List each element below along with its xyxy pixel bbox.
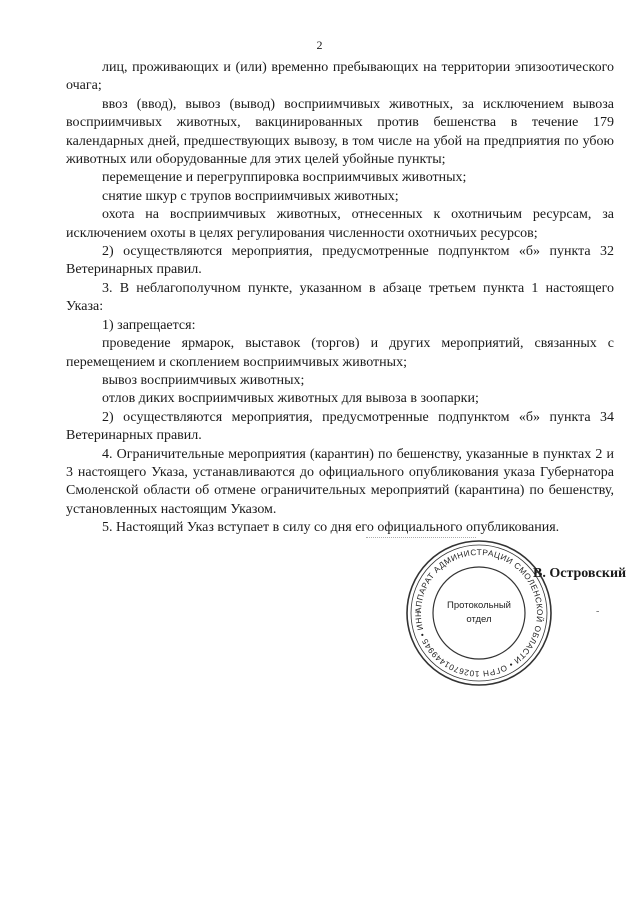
stamp-center-line-1: Протокольный [447, 600, 511, 611]
paragraph: 2) осуществляются мероприятия, предусмотренные подпунктом «б» пункта 34 Ветеринарных правил. [66, 409, 614, 444]
paragraph: отлов диких восприимчивых животных для вывоза в зоопарки; [102, 391, 479, 407]
paragraph: проведение ярмарок, выставок (торгов) и других мероприятий, связанных с перемещением и скоплением восприимчивых животных; [66, 336, 614, 370]
paragraph: снятие шкур с трупов восприимчивых животных; [102, 188, 399, 204]
paragraph: вывоз восприимчивых животных; [102, 372, 305, 388]
paragraph: 2) осуществляются мероприятия, предусмотренные подпунктом «б» пункта 32 Ветеринарных правил. [66, 244, 614, 278]
page-number: 2 [316, 38, 323, 52]
paragraph: перемещение и перегруппировка восприимчивых животных; [102, 170, 467, 186]
document-body [66, 59, 614, 538]
paragraph: ввоз (ввод), вывоз (вывод) восприимчивых животных, за исключением вывоза восприимчивых животных, вакцинированных против бешенства в течение 179 календарных дней, предшествующих вывозу, в том числе на убой на предприятия по убою животных или оборудованные для этих целей убойные пункты; [66, 96, 614, 168]
paragraph: 3. В неблагополучном пункте, указанном в абзаце третьем пункта 1 настоящего Указа: [66, 280, 614, 315]
stamp-center-line-2: отдел [466, 614, 492, 625]
stamp-ring-text: АППАРАТ АДМИНИСТРАЦИИ СМОЛЕНСКОЙ ОБЛАСТИ • ОГРН 1026701449945 • ИНН [413, 547, 545, 679]
paragraph: охота на восприимчивых животных, отнесенных к охотничьим ресурсам, за исключением охоты в целях регулирования численности охотничьих ресурсов; [66, 207, 614, 241]
official-stamp [404, 538, 554, 688]
paragraph: 5. Настоящий Указ вступает в силу со дня его официального опубликования. [102, 520, 560, 536]
signatory-name: В. Островский [533, 566, 627, 581]
margin-mark: - [596, 606, 600, 617]
paragraph: 4. Ограничительные мероприятия (карантин) по бешенству, указанные в пунктах 2 и 3 настоящего Указа, устанавливаются до официального опубликования указа Губернатора Смоленской области об отмене ограничительных мероприятий (карантина) по бешенству, установленных настоящим Указом. [66, 446, 614, 517]
paragraph: 1) запрещается: [102, 317, 196, 333]
paragraph: лиц, проживающих и (или) временно пребывающих на территории эпизоотического очага; [66, 60, 614, 94]
